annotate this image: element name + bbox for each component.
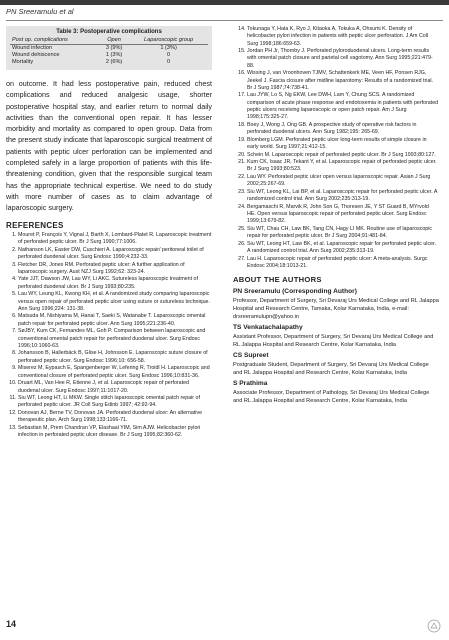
header-divider [6, 20, 443, 21]
references-heading: REFERENCES [6, 220, 64, 230]
table-row [10, 59, 208, 66]
reference-item: 10. Druart ML, Van Hee R, Etienne J, et al. Laparoscopic repair of perforated duodenal ulcer. Surg Endosc 1997;11:1017-20. [18, 380, 212, 395]
publisher-logo-icon [427, 619, 441, 633]
reference-item: 25. Siu WT, Chau CH, Law BK, Tang CN, Hagy LI MK. Routine use of laparoscopic repair for perforated peptic ulcer. Br J Surg 2004;91:481-84. [247, 226, 439, 241]
table-header-cell: Laparoscopic group [129, 37, 208, 45]
author-affiliation: Associate Professor, Department of Pathology, Sri Devaraj Urs Medical College and RL Jalappa Hospital and Research Centre, Kolar Karnataka, India [233, 390, 430, 405]
author-name: S Prathima [233, 380, 268, 388]
header-rule [0, 0, 449, 5]
author-affiliation: Professor, Department of Surgery, Sri Devaraj Urs Medical College and RL Jalappa Hospital and Research Centre, Tamaka, Kolar Karnataka, India, e-mail: drsreeramulupn@yahoo.in [233, 298, 439, 320]
reference-item: 12. Donovan AJ, Berne TV, Donovan JA. Perforated duodenal ulcer: An alternative therapeutic plan. Arch Surg 1998;133:1166-71. [18, 410, 212, 425]
author-affiliation: Assistant Professor, Department of Surgery, Sri Devaraj Urs Medical College and RL Jalappa Hospital and Research Centre, Kolar Karnataka, India [233, 334, 434, 348]
reference-item: 15. Jordan PH Jr, Thornby J. Perforated pyloroduodenal ulcers. Long-term results with omental patch closure and parietal cell vagotomy. Ann Surg 1995;221:479-88. [247, 48, 439, 70]
about-authors-heading: ABOUT THE AUTHORS [233, 275, 322, 285]
author-name: TS Venkatachalapathy [233, 324, 303, 332]
reference-item: 20. Schein M. Laparoscopic repair of perforated peptic ulcer. Br J Surg 1993;80:127. [247, 152, 439, 159]
reference-item: 27. Lau H. Laparoscopic repair of perforated peptic ulcer: A meta-analysis. Surgc Endosc 2004;18:1013-21. [247, 256, 439, 271]
reference-item: 22. Lau WY. Perforated peptic ulcer open versus laparoscopic repair. Asian J Surg 2002;25:267-69. [247, 174, 439, 189]
reference-item: 13. Sebastian M, Prem Chandran VP, Elashaal YIM, Sim AJW. Helicobacter pylori infection in perforated peptic ulcer disease. Br J Surg 1995;82:360-62. [18, 425, 212, 440]
reference-item: 2. Nathanson LK, Easter DW, Cuschieri A. Laparoscopic repair/ peritoneal toilet of perforated duodenal ulcer. Surg Endosc 1990;4:232-33. [18, 247, 212, 262]
reference-item: 4. Yate JJT, Dawson JW, Lau WY, Li AKC. Sutureless laparoscopic treatment of perforated duodenal ulcer. Br J Surg 1993;80:235. [18, 276, 212, 291]
reference-item: 6. Matsuda M, Nishiyama M, Hanai T, Saeki S, Watanabe T. Laparoscopic omental patch repair for perforated peptic ulcer. Ann Surg 1995;221:236-40. [18, 313, 212, 328]
author-name: CS Supreet [233, 352, 269, 360]
table-cell: 1 (3%) [105, 52, 123, 58]
reference-item: 19. Blomberg LGM. Perforated peptic ulcer long-term results of simple closure in early world. Surg 1997;21:412-15. [247, 137, 439, 152]
reference-item: 8. Johansson B, Hallerbäck B, Glise H, Johnsson E. Laparoscopic suture closure of perforated peptic ulcer. Surg Endosc 1996;10: 656-58. [18, 350, 212, 365]
table-cell: Mortality [12, 59, 34, 65]
table-cell: 2 (6%) [105, 59, 123, 65]
table-cell: 1 (3%) [160, 45, 177, 51]
table-header-cell: Post op. complications [10, 37, 99, 45]
table-cell: Wound dehiscence [12, 52, 60, 58]
table-grid [10, 37, 208, 66]
right-column [233, 26, 439, 406]
reference-item: 9. Miserez M, Eypasch E, Spangenberger W, Lefering R, Troidl H. Laparoscopic and conventional closure of perforated peptic ulcer. Surg Endosc 1996;10:831-36. [18, 365, 212, 380]
references-list-left [6, 232, 212, 440]
author-affiliation: Postgraduate Student, Department of Surgery, Sri Devaraj Urs Medical College and RL Jalappa Hospital and Research Centre, Kolar Karnataka, India [233, 362, 429, 376]
running-head: PN Sreeramulu et al [6, 7, 74, 16]
reference-item: 16. Wissing J, van Vroonhoven TJMV, Schattenkerk ME, Veen HF, Ponsen RJG, Jeekel J. Fascia closure after midline laparotomy: Results of a randomized trial. Br J Surg 1987;74:738-41. [247, 70, 439, 92]
conclusion-paragraph: on outcome. It had less postoperative pain, reduced chest complications and reduced analgesic usage, shorter postoperative hospital stay, and earlier return to normal daily activities than the conventional open repair. It has lesser morbidity and mortality as compared to open group. Data from the present study indicate that laparoscopic surgical treatment of patients with peptic ulcer perforation can be implemented and completed safely in a large proportion of patients with this life-threatening condition, given that the responsible surgical team has the appropriate technical expertise. We need to do study with more number of cases as to claim advantage of laparoscopic surgery. [6, 79, 212, 213]
reference-item: 23. Siu WT, Leong KL, Lai BP, et al. Laparoscopic repair for perforated peptic ulcer. A randomized control trial. Ann Surg 2002;235:313-19. [247, 189, 439, 204]
table-cell: Wound infection [12, 45, 53, 51]
reference-item: 21. Kum CK, Isaac JR, Tekant Y, et al. Laparoscopic repair of perforated peptic ulcer. Br J Surg 1993;80:523. [247, 159, 439, 174]
table-header-cell: Open [99, 37, 129, 45]
table-cell: 0 [167, 52, 171, 58]
reference-item: 24. Bergamaschi R, Marvik R, John Son G, Thoresen JE, Y ST Guard B, MYrvold HE. Open versus laparoscopic repair of perforated peptic ulcer. Surg Endosc 1999;13:679-82. [247, 204, 439, 226]
table-header-row [10, 37, 208, 45]
reference-item: 1. Mouret P, François Y, Vignal J, Barth X, Lombard-Platet R. Laparoscopic treatment of perforated peptic ulcer. Br J Surg 1990;77:1006. [18, 232, 212, 247]
reference-item: 3. Fletcher DR, Jones RM. Perforated peptic ulcer: A further application of laparoscopic surgery. Aust NZJ Surg 1992;62: 323-24. [18, 262, 212, 277]
reference-item: 26. Siu WT, Leong HT, Law BK, et al. Laparoscopic repair for perforated peptic ulcer. A randomized control trial. Ann Surg 2002;235:313-19. [247, 241, 439, 256]
table-row [10, 52, 208, 59]
table-row [10, 45, 208, 53]
author-name: PN Sreeramulu (Corresponding Author) [233, 288, 357, 296]
left-column [6, 26, 212, 440]
reference-item: 17. Lau JYW, Lo S, Ng EKW, Lee DWH, Lam Y, Chung SCS. A randomized comparison of acute phase response and endotoxemia in patients with perforated peptic ulcers receiving laparoscopic or open patch repair. Am J Surg 1998;175:325-27. [247, 92, 439, 121]
table-cell: 0 [167, 59, 171, 65]
reference-item: 14. Tokunaga Y, Hata K, Ryo J, Kitaoka A, Tokuka A, Ohsumi K. Density of helicobacter pylori infection in patients with peptic ulcer perforation. J Am Coll Surg 1998;186:659-63. [247, 26, 439, 48]
references-list-right [233, 26, 439, 270]
reference-item: 7. SøJBY, Kum CK, Fernandes ML, Goh P. Comparison between laparoscopic and conventional omental patch repair for perforated duodenal ulcer. Surg Endosc 1996;10:1060-63. [18, 328, 212, 350]
table-title: Table 3: Postoperative complications [56, 29, 162, 35]
page-number: 14 [6, 619, 17, 629]
table-cell: 3 (9%) [105, 45, 123, 51]
reference-item: 5. Lau WY, Leung KL, Kwong KH, et al. A randomized study comparing laparoscopic versus open repair of perforated peptic ulcer using suture or sutureless technique. Ann Surg 1996;224: 131-38. [18, 291, 212, 313]
reference-item: 18. Boey J, Wong J, Ong GB. A prospective study of operative risk factors in perforated duodenal ulcers. Ann Surg 1982;195: 265-69. [247, 122, 439, 137]
reference-item: 11. Siu WT, Leong HT, Li MKW. Single stitch laparoscopic omental patch repair of perforated peptic ulcer. JR Coll Surg Edinb 1997; 42:92-94. [18, 395, 212, 410]
complications-table [6, 26, 212, 70]
